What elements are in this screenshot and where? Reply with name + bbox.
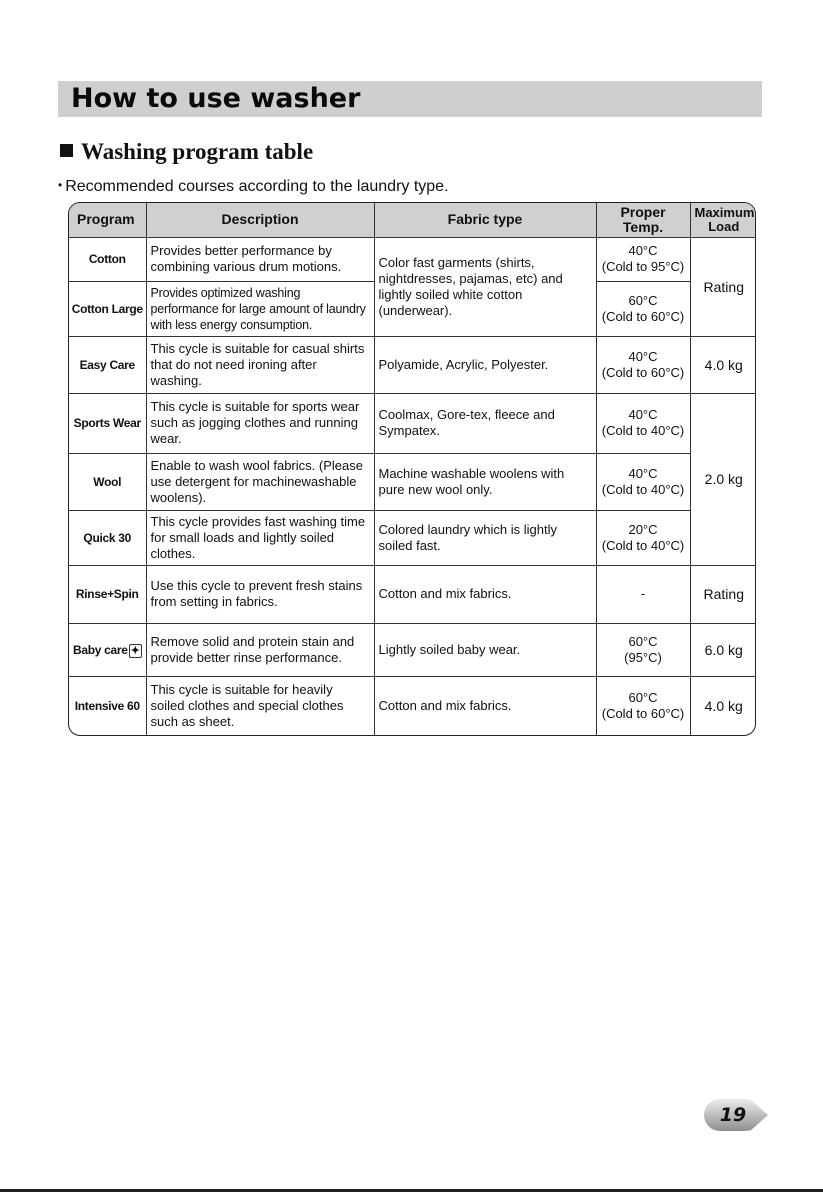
program-name-label: Baby care — [72, 642, 128, 657]
program-name: Rinse+Spin — [69, 565, 146, 623]
header-fabric: Fabric type — [374, 203, 596, 237]
proper-temp — [596, 623, 690, 676]
table-header-row — [69, 203, 756, 237]
proper-temp — [596, 393, 690, 453]
bullet-icon: • — [58, 178, 63, 192]
section-title: How to use washer — [58, 81, 762, 117]
fabric-type: Lightly soiled baby wear. — [374, 623, 596, 676]
proper-temp — [596, 336, 690, 393]
table-row — [69, 393, 756, 453]
temp-value: 40°C — [628, 407, 658, 422]
maximum-load: 2.0 kg — [690, 393, 756, 565]
maximum-load: Rating — [690, 237, 756, 336]
header-temp: Proper Temp. — [596, 203, 690, 237]
fabric-type: Coolmax, Gore-tex, fleece and Sympatex. — [374, 393, 596, 453]
temp-range: (Cold to 40°C) — [601, 423, 685, 438]
temp-value: 40°C — [628, 465, 658, 481]
maximum-load: 4.0 kg — [690, 676, 756, 735]
table-row — [69, 510, 756, 565]
header-description: Description — [146, 203, 374, 237]
subheading-text: Washing program table — [81, 139, 314, 164]
fabric-type: Cotton and mix fabrics. — [374, 676, 596, 735]
table-row — [69, 565, 756, 623]
maximum-load: 6.0 kg — [690, 623, 756, 676]
program-name: Quick 30 — [69, 510, 146, 565]
table-row — [69, 453, 756, 510]
baby-care-icon: ✦ — [130, 644, 140, 657]
proper-temp — [596, 510, 690, 565]
program-name: Cotton Large — [69, 281, 146, 336]
table-row — [69, 336, 756, 393]
program-description: Remove solid and protein stain and provide better rinse performance. — [146, 623, 374, 676]
fabric-type: Colored laundry which is lightly soiled fast. — [374, 510, 596, 565]
program-name — [69, 623, 146, 676]
proper-temp — [596, 565, 690, 623]
header-program: Program — [69, 203, 146, 237]
temp-value: 60°C — [628, 633, 658, 649]
proper-temp — [596, 453, 690, 510]
page-number: 19 — [719, 1104, 747, 1126]
program-description: This cycle provides fast washing time for small loads and lightly soiled clothes. — [146, 510, 374, 565]
temp-range: (Cold to 95°C) — [601, 259, 685, 274]
temp-value: 60°C — [628, 292, 658, 308]
temp-range: (Cold to 40°C) — [601, 481, 685, 497]
temp-value: 60°C — [628, 689, 658, 705]
temp-range: (Cold to 60°C) — [601, 705, 685, 721]
fabric-type: Color fast garments (shirts, nightdresses, pajamas, etc) and lightly soiled white cotton (underwear). — [374, 237, 596, 336]
program-table-frame — [68, 202, 756, 736]
intro-text — [58, 175, 449, 197]
fabric-type: Machine washable woolens with pure new wool only. — [374, 453, 596, 510]
square-bullet-icon — [60, 144, 73, 157]
program-name: Easy Care — [69, 336, 146, 393]
program-description: This cycle is suitable for sports wear such as jogging clothes and running wear. — [146, 393, 374, 453]
temp-value: - — [640, 586, 646, 601]
program-description: This cycle is suitable for heavily soiled clothes and special clothes such as sheet. — [146, 676, 374, 735]
program-description: This cycle is suitable for casual shirts that do not need ironing after washing. — [146, 336, 374, 393]
temp-range: (Cold to 60°C) — [601, 308, 685, 324]
program-description: Enable to wash wool fabrics. (Please use detergent for machinewashable woolens). — [146, 453, 374, 510]
program-name: Sports Wear — [69, 393, 146, 453]
proper-temp — [596, 281, 690, 336]
proper-temp — [596, 676, 690, 735]
program-name: Wool — [69, 453, 146, 510]
intro-label: Recommended courses according to the laundry type. — [65, 178, 449, 195]
temp-range: (Cold to 40°C) — [601, 537, 685, 553]
program-description: Use this cycle to prevent fresh stains from setting in fabrics. — [146, 565, 374, 623]
temp-value: 40°C — [628, 243, 658, 258]
program-description: Provides better performance by combining various drum motions. — [146, 237, 374, 281]
temp-value: 20°C — [628, 521, 658, 537]
proper-temp — [596, 237, 690, 281]
maximum-load: Rating — [690, 565, 756, 623]
table-row — [69, 676, 756, 735]
program-table — [69, 203, 756, 735]
temp-range: (95°C) — [624, 649, 662, 665]
program-name: Intensive 60 — [69, 676, 146, 735]
table-row — [69, 623, 756, 676]
maximum-load: 4.0 kg — [690, 336, 756, 393]
table-row — [69, 237, 756, 281]
temp-range: (Cold to 60°C) — [601, 364, 685, 380]
temp-value: 40°C — [628, 348, 658, 364]
program-name: Cotton — [69, 237, 146, 281]
header-load: Maximum Load — [690, 203, 756, 237]
fabric-type: Cotton and mix fabrics. — [374, 565, 596, 623]
program-description: Provides optimized washing performance for large amount of laundry with less energy consumption. — [146, 281, 374, 336]
subheading — [60, 137, 313, 167]
fabric-type: Polyamide, Acrylic, Polyester. — [374, 336, 596, 393]
